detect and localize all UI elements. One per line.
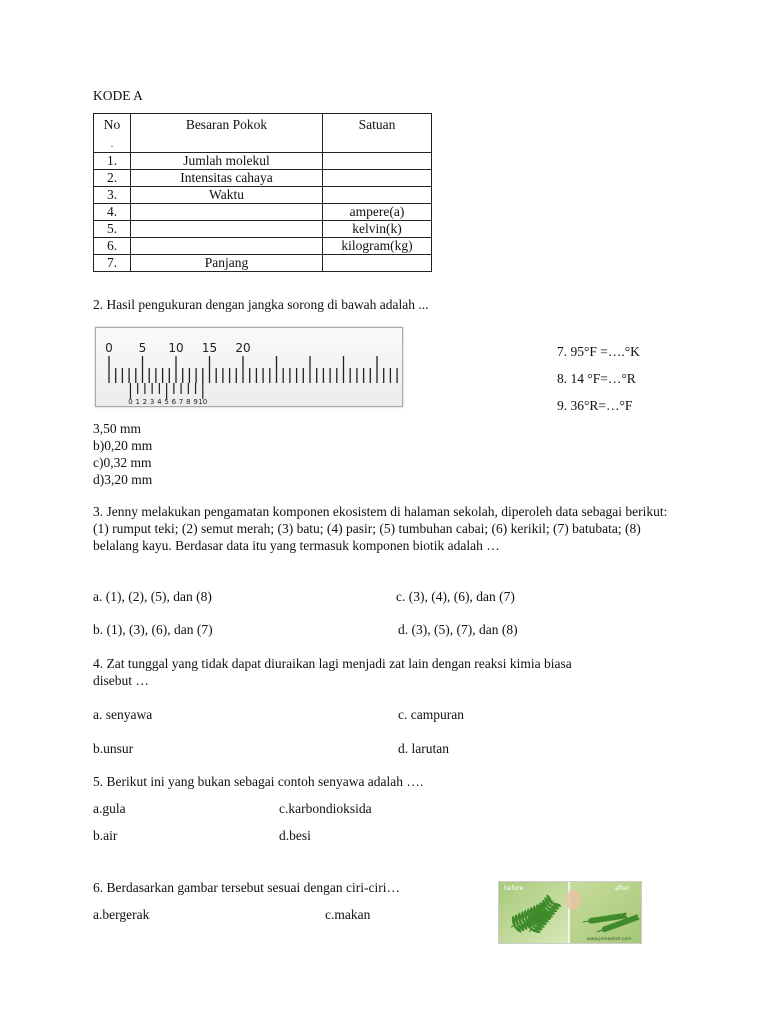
q3-option-c[interactable]: c. (3), (4), (6), dan (7) xyxy=(396,589,515,604)
row-besaran xyxy=(131,238,323,255)
row-besaran: Waktu xyxy=(131,187,323,204)
question-3-text: 3. Jenny melakukan pengamatan komponen ekosistem di halaman sekolah, diperoleh data sebagai berikut: (1) rumput teki; (2) semut merah; (3) batu; (4) pasir; (5) tumbuhan cabai; (6) kerikil; (7) batubata; (8) belalang kayu. Berdasar data itu yang termasuk komponen biotik adalah … xyxy=(93,504,668,553)
header-besaran: Besaran Pokok xyxy=(131,114,323,153)
photo-credit: www.jamaahot.com xyxy=(587,937,632,942)
row-satuan xyxy=(323,170,432,187)
q6-option-c[interactable]: c.makan xyxy=(325,907,371,922)
header-satuan: Satuan xyxy=(323,114,432,153)
q5-option-b[interactable]: b.air xyxy=(93,828,118,843)
q3-option-b[interactable]: b. (1), (3), (6), dan (7) xyxy=(93,622,213,637)
row-besaran: Panjang xyxy=(131,255,323,272)
q3-option-a[interactable]: a. (1), (2), (5), dan (8) xyxy=(93,589,212,604)
header-no xyxy=(94,114,131,153)
q2-option-a[interactable]: 3,50 mm xyxy=(93,421,142,436)
q2-option-d[interactable]: d)3,20 mm xyxy=(93,472,153,487)
q4-option-b[interactable]: b.unsur xyxy=(93,741,134,756)
q4-option-d[interactable]: d. larutan xyxy=(398,741,449,756)
question-2-options xyxy=(93,420,152,488)
main-scale-label: 5 xyxy=(138,341,147,355)
vernier-label: 10 xyxy=(198,398,208,406)
row-no: 2. xyxy=(94,170,131,187)
question-9: 9. 36°R=…°F xyxy=(557,398,633,413)
table-header-row xyxy=(94,114,432,153)
q5-option-c[interactable]: c.karbondioksida xyxy=(279,801,372,816)
page-title: KODE A xyxy=(93,88,143,103)
q5-option-a[interactable]: a.gula xyxy=(93,801,126,816)
row-satuan: kelvin(k) xyxy=(323,221,432,238)
vernier-label: 3 xyxy=(149,398,155,406)
vernier-label: 9 xyxy=(193,398,198,406)
row-besaran: Intensitas cahaya xyxy=(131,170,323,187)
row-satuan xyxy=(323,187,432,204)
vernier-label: 7 xyxy=(178,398,184,406)
row-no: 6. xyxy=(94,238,131,255)
row-satuan xyxy=(323,153,432,170)
q3-option-d[interactable]: d. (3), (5), (7), dan (8) xyxy=(398,622,518,637)
besaran-table xyxy=(93,113,432,272)
row-satuan: ampere(a) xyxy=(323,204,432,221)
row-no: 1. xyxy=(94,153,131,170)
row-no: 3. xyxy=(94,187,131,204)
mimosa-leaf-image xyxy=(499,882,641,943)
q6-option-a[interactable]: a.bergerak xyxy=(93,907,150,922)
photo-label-left: before xyxy=(504,885,524,892)
vernier-scale-svg xyxy=(96,328,402,406)
header-no-dot: . xyxy=(110,139,114,149)
table-row xyxy=(94,170,432,187)
row-satuan xyxy=(323,255,432,272)
q4-option-a[interactable]: a. senyawa xyxy=(93,707,153,722)
table-row xyxy=(94,255,432,272)
table-row xyxy=(94,204,432,221)
header-no-label: No xyxy=(103,117,121,132)
vernier-label: 5 xyxy=(164,398,169,406)
vernier-label: 0 xyxy=(128,398,133,406)
question-5-text: 5. Berikut ini yang bukan sebagai contoh senyawa adalah …. xyxy=(93,774,424,789)
table-row xyxy=(94,153,432,170)
row-satuan: kilogram(kg) xyxy=(323,238,432,255)
table-row xyxy=(94,221,432,238)
question-8: 8. 14 °F=…°R xyxy=(557,371,636,386)
conversion-questions xyxy=(557,338,640,419)
photo-label-right: after xyxy=(615,885,630,892)
vernier-caliper-figure xyxy=(95,327,403,407)
vernier-label: 1 xyxy=(135,398,140,406)
question-2-text: 2. Hasil pengukuran dengan jangka sorong di bawah adalah ... xyxy=(93,297,429,312)
question-4-line-1: 4. Zat tunggal yang tidak dapat diuraikan lagi menjadi zat lain dengan reaksi kimia biasa xyxy=(93,656,572,671)
q2-option-b[interactable]: b)0,20 mm xyxy=(93,438,153,453)
q5-option-d[interactable]: d.besi xyxy=(279,828,311,843)
question-7: 7. 95°F =….°K xyxy=(557,344,640,359)
vernier-label: 6 xyxy=(171,398,177,406)
row-no: 5. xyxy=(94,221,131,238)
main-scale-label: 15 xyxy=(201,341,218,355)
vernier-label: 8 xyxy=(186,398,191,406)
q4-option-c[interactable]: c. campuran xyxy=(398,707,464,722)
mimosa-plant-photo xyxy=(498,881,642,944)
row-besaran xyxy=(131,204,323,221)
row-besaran: Jumlah molekul xyxy=(131,153,323,170)
vernier-label: 4 xyxy=(157,398,162,406)
row-no: 7. xyxy=(94,255,131,272)
question-4-line-2: disebut … xyxy=(93,673,149,688)
question-6-text: 6. Berdasarkan gambar tersebut sesuai dengan ciri-ciri… xyxy=(93,880,401,895)
main-scale-label: 20 xyxy=(235,341,251,355)
row-besaran xyxy=(131,221,323,238)
main-scale-label: 10 xyxy=(168,341,184,355)
vernier-label: 2 xyxy=(142,398,148,406)
main-scale-label: 0 xyxy=(105,341,113,355)
table-row xyxy=(94,187,432,204)
q2-option-c[interactable]: c)0,32 mm xyxy=(93,455,152,470)
table-row xyxy=(94,238,432,255)
row-no: 4. xyxy=(94,204,131,221)
